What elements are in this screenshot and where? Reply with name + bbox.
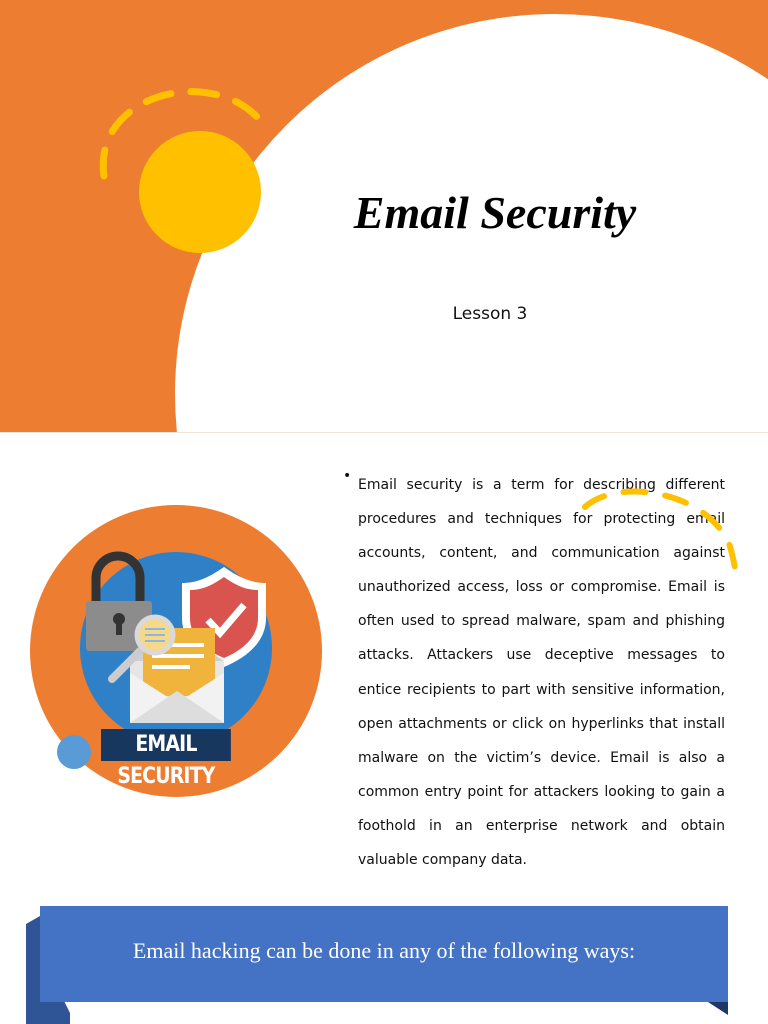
- slide-subtitle: Lesson 3: [452, 304, 528, 324]
- slide-title: Email Security: [353, 187, 637, 238]
- content-slide: [0, 433, 768, 1024]
- email-security-logo-label: EMAIL SECURITY: [101, 729, 231, 761]
- title-slide: [0, 0, 768, 432]
- bullet-marker: •: [343, 468, 352, 484]
- body-paragraph: Email security is a term for describing different procedures and techniques for protecting email accounts, content, and communication against unauthorized access, loss or compromise. Email is often used to spread malware, spam and phishing attacks. Attackers use deceptive messages to entice recipients to part with sensitive information, open attachments or click on hyperlinks that install malware on the victim’s device. Email is also a common entry point for attackers looking to gain a foothold in an enterprise network and obtain valuable company data.: [358, 477, 725, 869]
- dashed-arc-decoration: [0, 0, 300, 260]
- banner-text: Email hacking can be done in any of the following ways:: [132, 938, 636, 963]
